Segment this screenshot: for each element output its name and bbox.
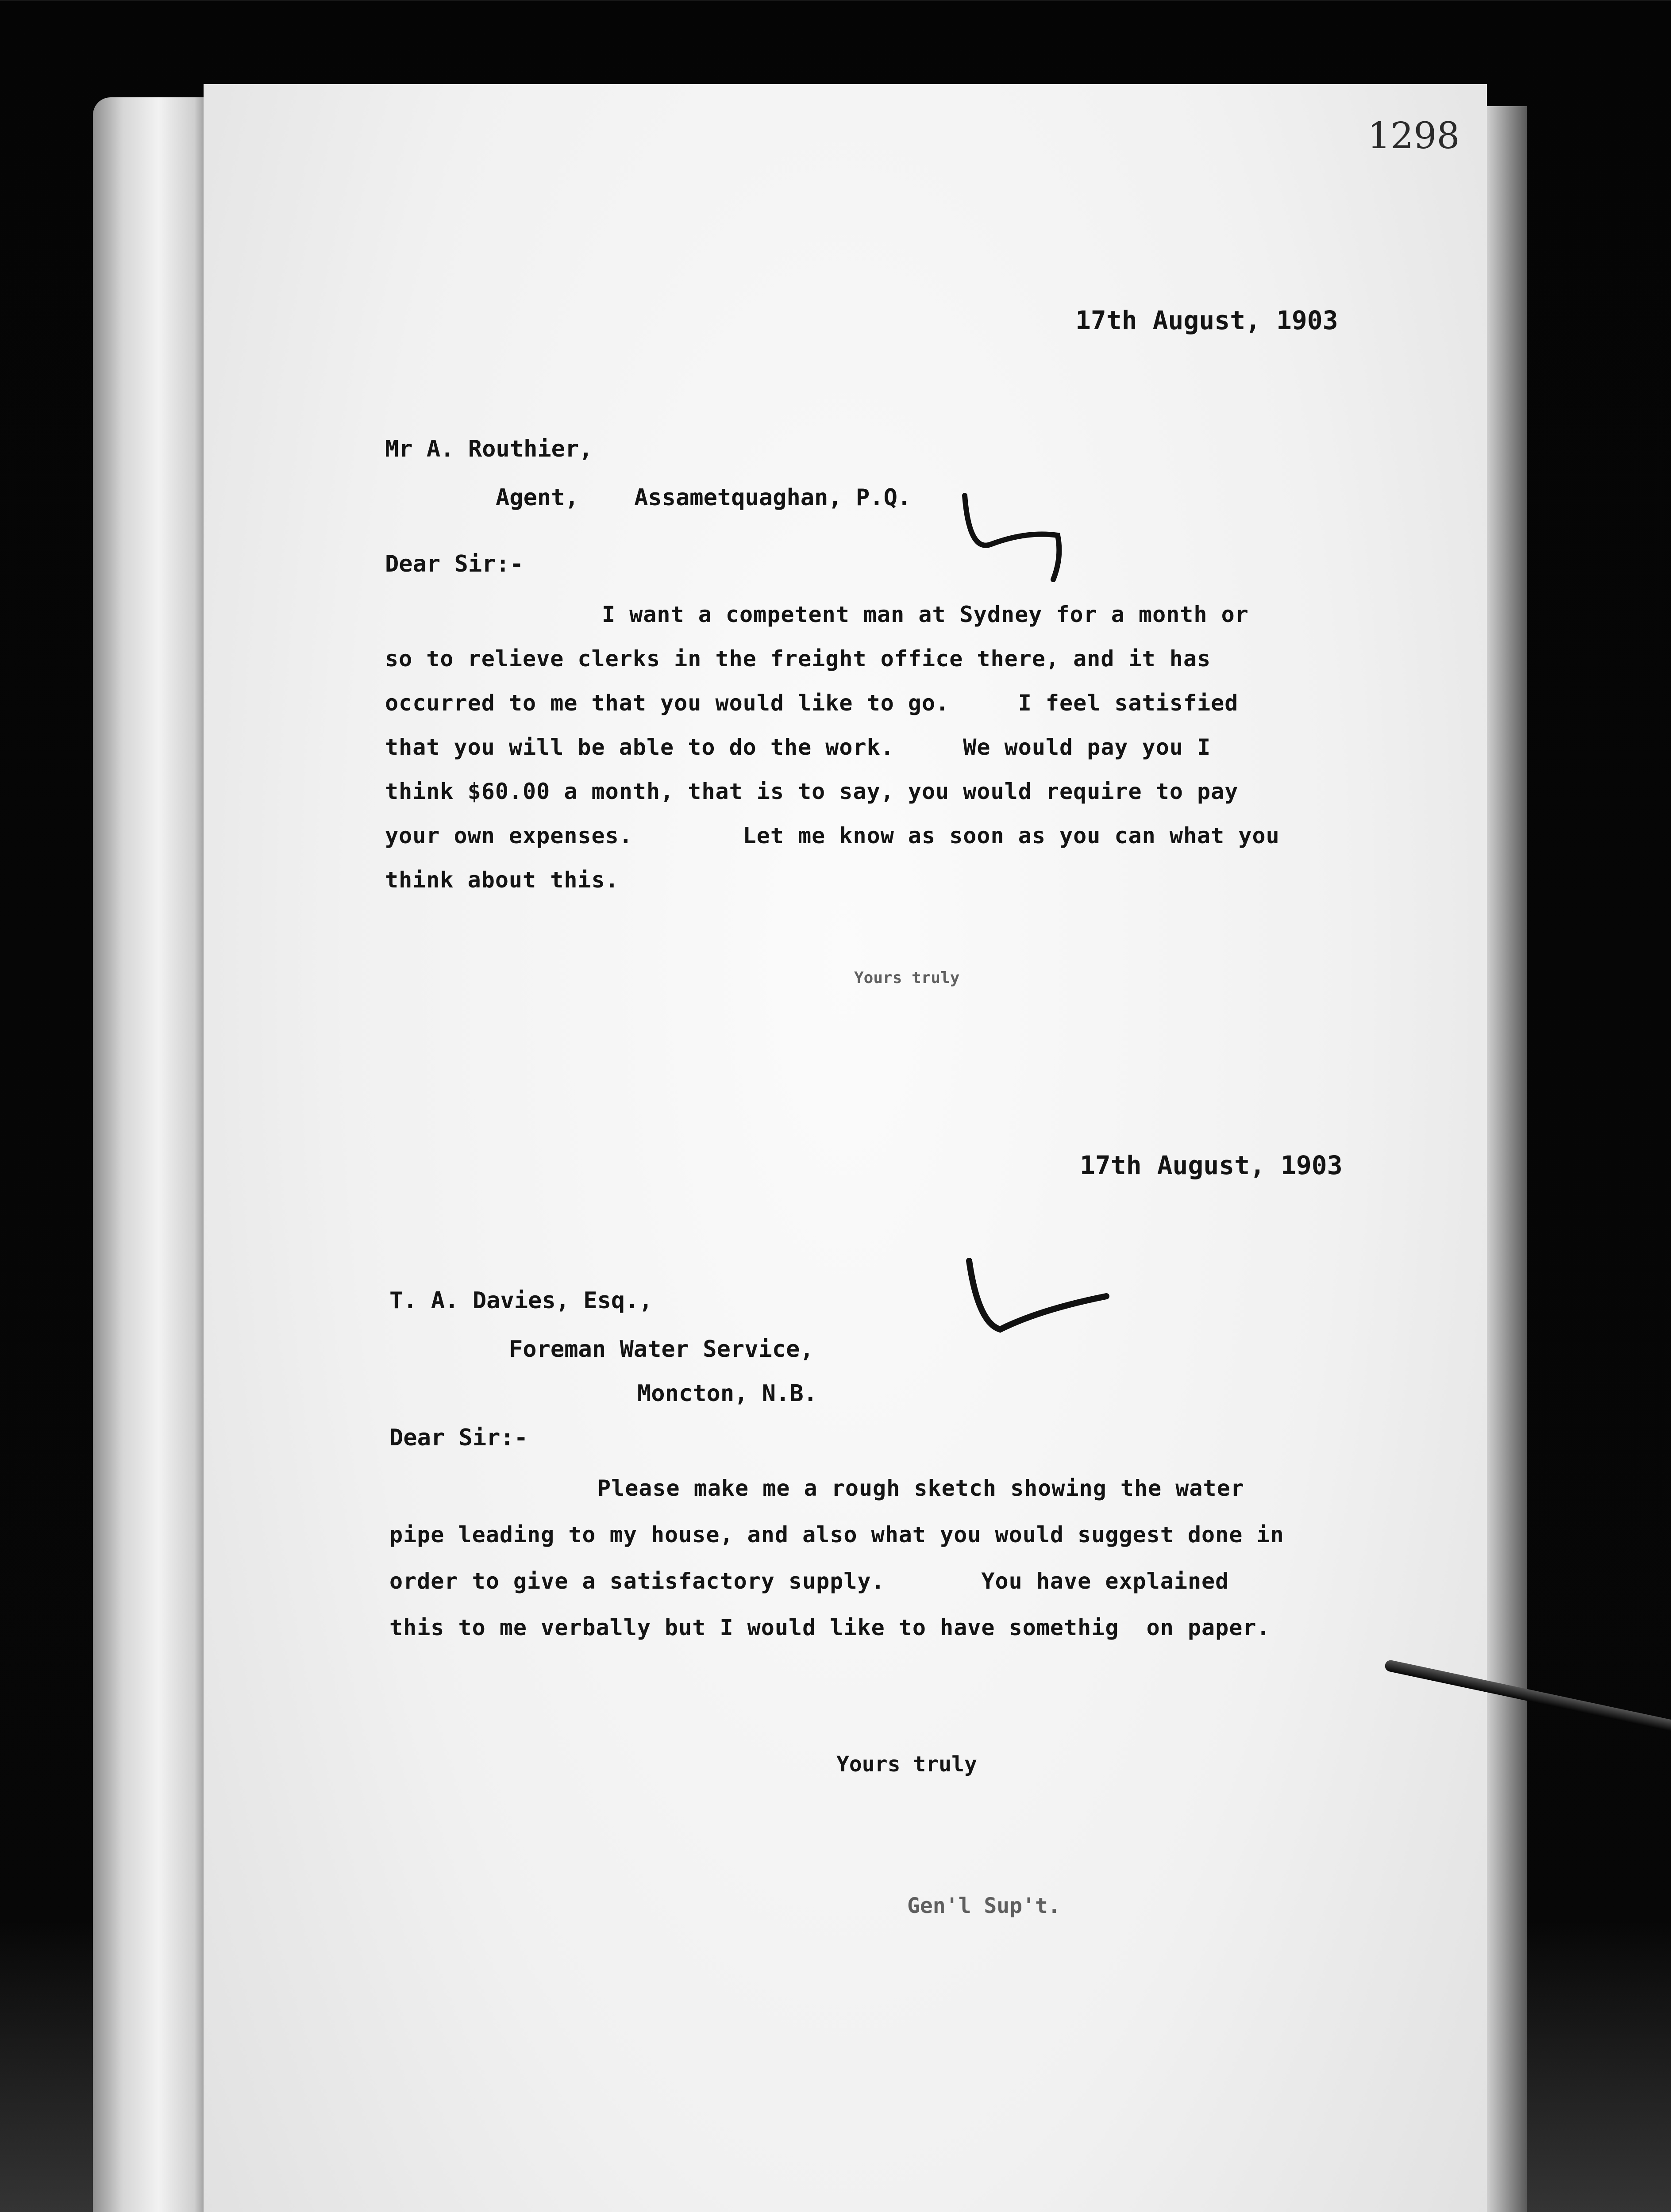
letter1-body-line: think $60.00 a month, that is to say, you would require to pay (385, 779, 1239, 804)
letter2-body-line: Please make me a rough sketch showing the water (597, 1475, 1244, 1501)
letter2-addressee-location: Moncton, N.B. (637, 1380, 817, 1407)
letter2-closing: Yours truly (836, 1752, 977, 1777)
pencil-check-mark-icon (960, 1256, 1120, 1345)
letter1-body-line: occurred to me that you would like to go. I feel satisfied (385, 690, 1239, 716)
letter1-body-line: I want a competent man at Sydney for a month or (602, 602, 1249, 627)
letter1-body-line: your own expenses. Let me know as soon as you can what you (385, 823, 1280, 849)
letter1-body-line: so to relieve clerks in the freight office there, and it has (385, 646, 1211, 672)
letter2-body-line: pipe leading to my house, and also what you would suggest done in (389, 1522, 1284, 1548)
letter2-body-line: order to give a satisfactory supply. You have explained (389, 1568, 1229, 1594)
letter2-salutation: Dear Sir:- (389, 1425, 528, 1451)
letter2-signature-title: Gen'l Sup't. (907, 1893, 1061, 1918)
letterbook-page (204, 84, 1487, 2212)
letter1-date: 17th August, 1903 (1075, 305, 1338, 335)
letter2-addressee-title: Foreman Water Service, (509, 1336, 814, 1363)
letter1-closing: Yours truly (854, 969, 960, 987)
letter2-addressee-name: T. A. Davies, Esq., (389, 1287, 653, 1314)
letter2-date: 17th August, 1903 (1080, 1150, 1343, 1180)
letter1-addressee-location: Agent, Assametquaghan, P.Q. (496, 484, 912, 511)
page-right-shadow (1487, 106, 1527, 2212)
folio-number: 1298 (1367, 115, 1460, 157)
letter1-addressee-name: Mr A. Routhier, (385, 436, 593, 462)
letter1-salutation: Dear Sir:- (385, 551, 524, 577)
letter1-body-line: think about this. (385, 867, 619, 893)
letter1-body-line: that you will be able to do the work. We would pay you I (385, 734, 1211, 760)
pencil-check-mark-icon (956, 487, 1097, 584)
letter2-body-line: this to me verbally but I would like to have somethig on paper. (389, 1615, 1271, 1640)
page-curled-edge (93, 97, 212, 2212)
